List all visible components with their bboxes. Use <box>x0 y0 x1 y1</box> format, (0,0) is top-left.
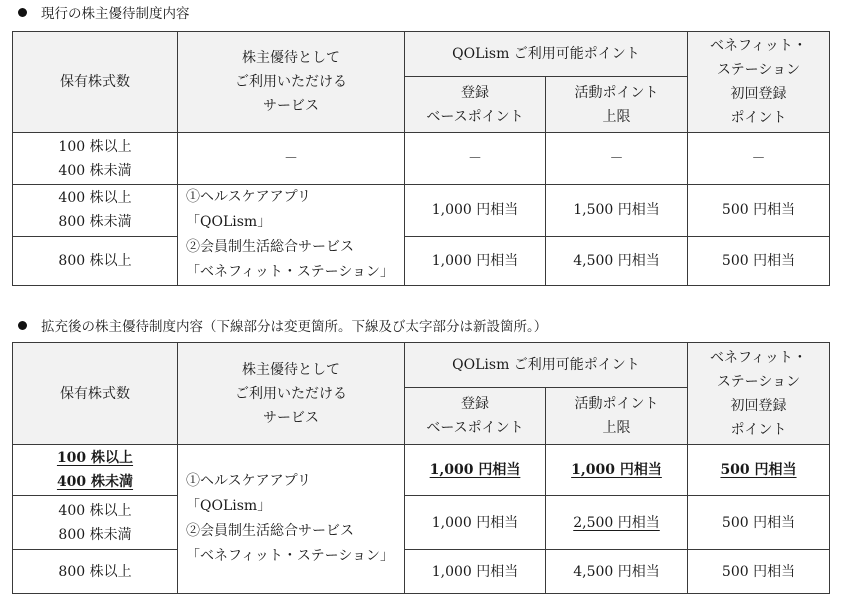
table-row <box>13 550 830 594</box>
activity-cell: 4,500 円相当 <box>546 236 688 286</box>
registration-cell: 1,000 円相当 <box>405 236 546 286</box>
activity-cell: 4,500 円相当 <box>546 550 688 594</box>
shares-cell: 800 株以上 <box>13 236 178 286</box>
header-registration: 登録 ベースポイント <box>405 388 546 445</box>
benefit-cell: 500 円相当 <box>688 185 830 237</box>
benefit-cell: 500 円相当 <box>688 445 830 496</box>
header-benefit-station: ベネフィット・ ステーション 初回登録 ポイント <box>688 343 830 445</box>
header-service: 株主優待として ご利用いただける サービス <box>178 343 405 445</box>
header-registration: 登録 ベースポイント <box>405 77 546 133</box>
benefit-cell: 500 円相当 <box>688 550 830 594</box>
header-activity: 活動ポイント 上限 <box>546 77 688 133</box>
activity-cell: － <box>546 133 688 185</box>
shares-cell: 400 株以上 800 株未満 <box>13 496 178 550</box>
table-row <box>13 496 830 550</box>
service-description: ①ヘルスケアアプリ 「QOLism」 ②会員制生活総合サービス 「ベネフィット・ステーション」 <box>178 185 405 286</box>
header-service: 株主優待として ご利用いただける サービス <box>178 32 405 133</box>
service-description: ①ヘルスケアアプリ 「QOLism」 ②会員制生活総合サービス 「ベネフィット・ステーション」 <box>178 445 405 594</box>
shares-cell: 400 株以上 800 株未満 <box>13 185 178 237</box>
benefit-cell: 500 円相当 <box>688 496 830 550</box>
benefit-cell: － <box>688 133 830 185</box>
expanded-benefits-table <box>12 342 830 594</box>
header-shares: 保有株式数 <box>13 343 178 445</box>
table-row <box>13 445 830 496</box>
current-benefits-table <box>12 31 830 286</box>
section2-heading: 拡充後の株主優待制度内容（下線部分は変更箇所。下線及び太字部分は新設箇所。） <box>18 317 547 337</box>
table-row <box>13 133 830 185</box>
header-shares: 保有株式数 <box>13 32 178 133</box>
table-row <box>13 236 830 286</box>
registration-cell: 1,000 円相当 <box>405 445 546 496</box>
header-activity: 活動ポイント 上限 <box>546 388 688 445</box>
registration-cell: － <box>405 133 546 185</box>
activity-cell: 2,500 円相当 <box>546 496 688 550</box>
header-qolism-points: QOLism ご利用可能ポイント <box>405 32 688 77</box>
activity-cell: 1,500 円相当 <box>546 185 688 237</box>
activity-cell: 1,000 円相当 <box>546 445 688 496</box>
header-benefit-station: ベネフィット・ ステーション 初回登録 ポイント <box>688 32 830 133</box>
section1-heading: 現行の株主優待制度内容 <box>18 4 190 24</box>
registration-cell: 1,000 円相当 <box>405 496 546 550</box>
table-row <box>13 185 830 237</box>
registration-cell: 1,000 円相当 <box>405 185 546 237</box>
header-qolism-points: QOLism ご利用可能ポイント <box>405 343 688 388</box>
shares-cell: 100 株以上 400 株未満 <box>13 133 178 185</box>
benefit-cell: 500 円相当 <box>688 236 830 286</box>
service-cell: － <box>178 133 405 185</box>
bullet-icon <box>18 8 27 17</box>
shares-cell: 100 株以上 400 株未満 <box>13 445 178 496</box>
registration-cell: 1,000 円相当 <box>405 550 546 594</box>
shares-cell: 800 株以上 <box>13 550 178 594</box>
bullet-icon <box>18 321 27 330</box>
